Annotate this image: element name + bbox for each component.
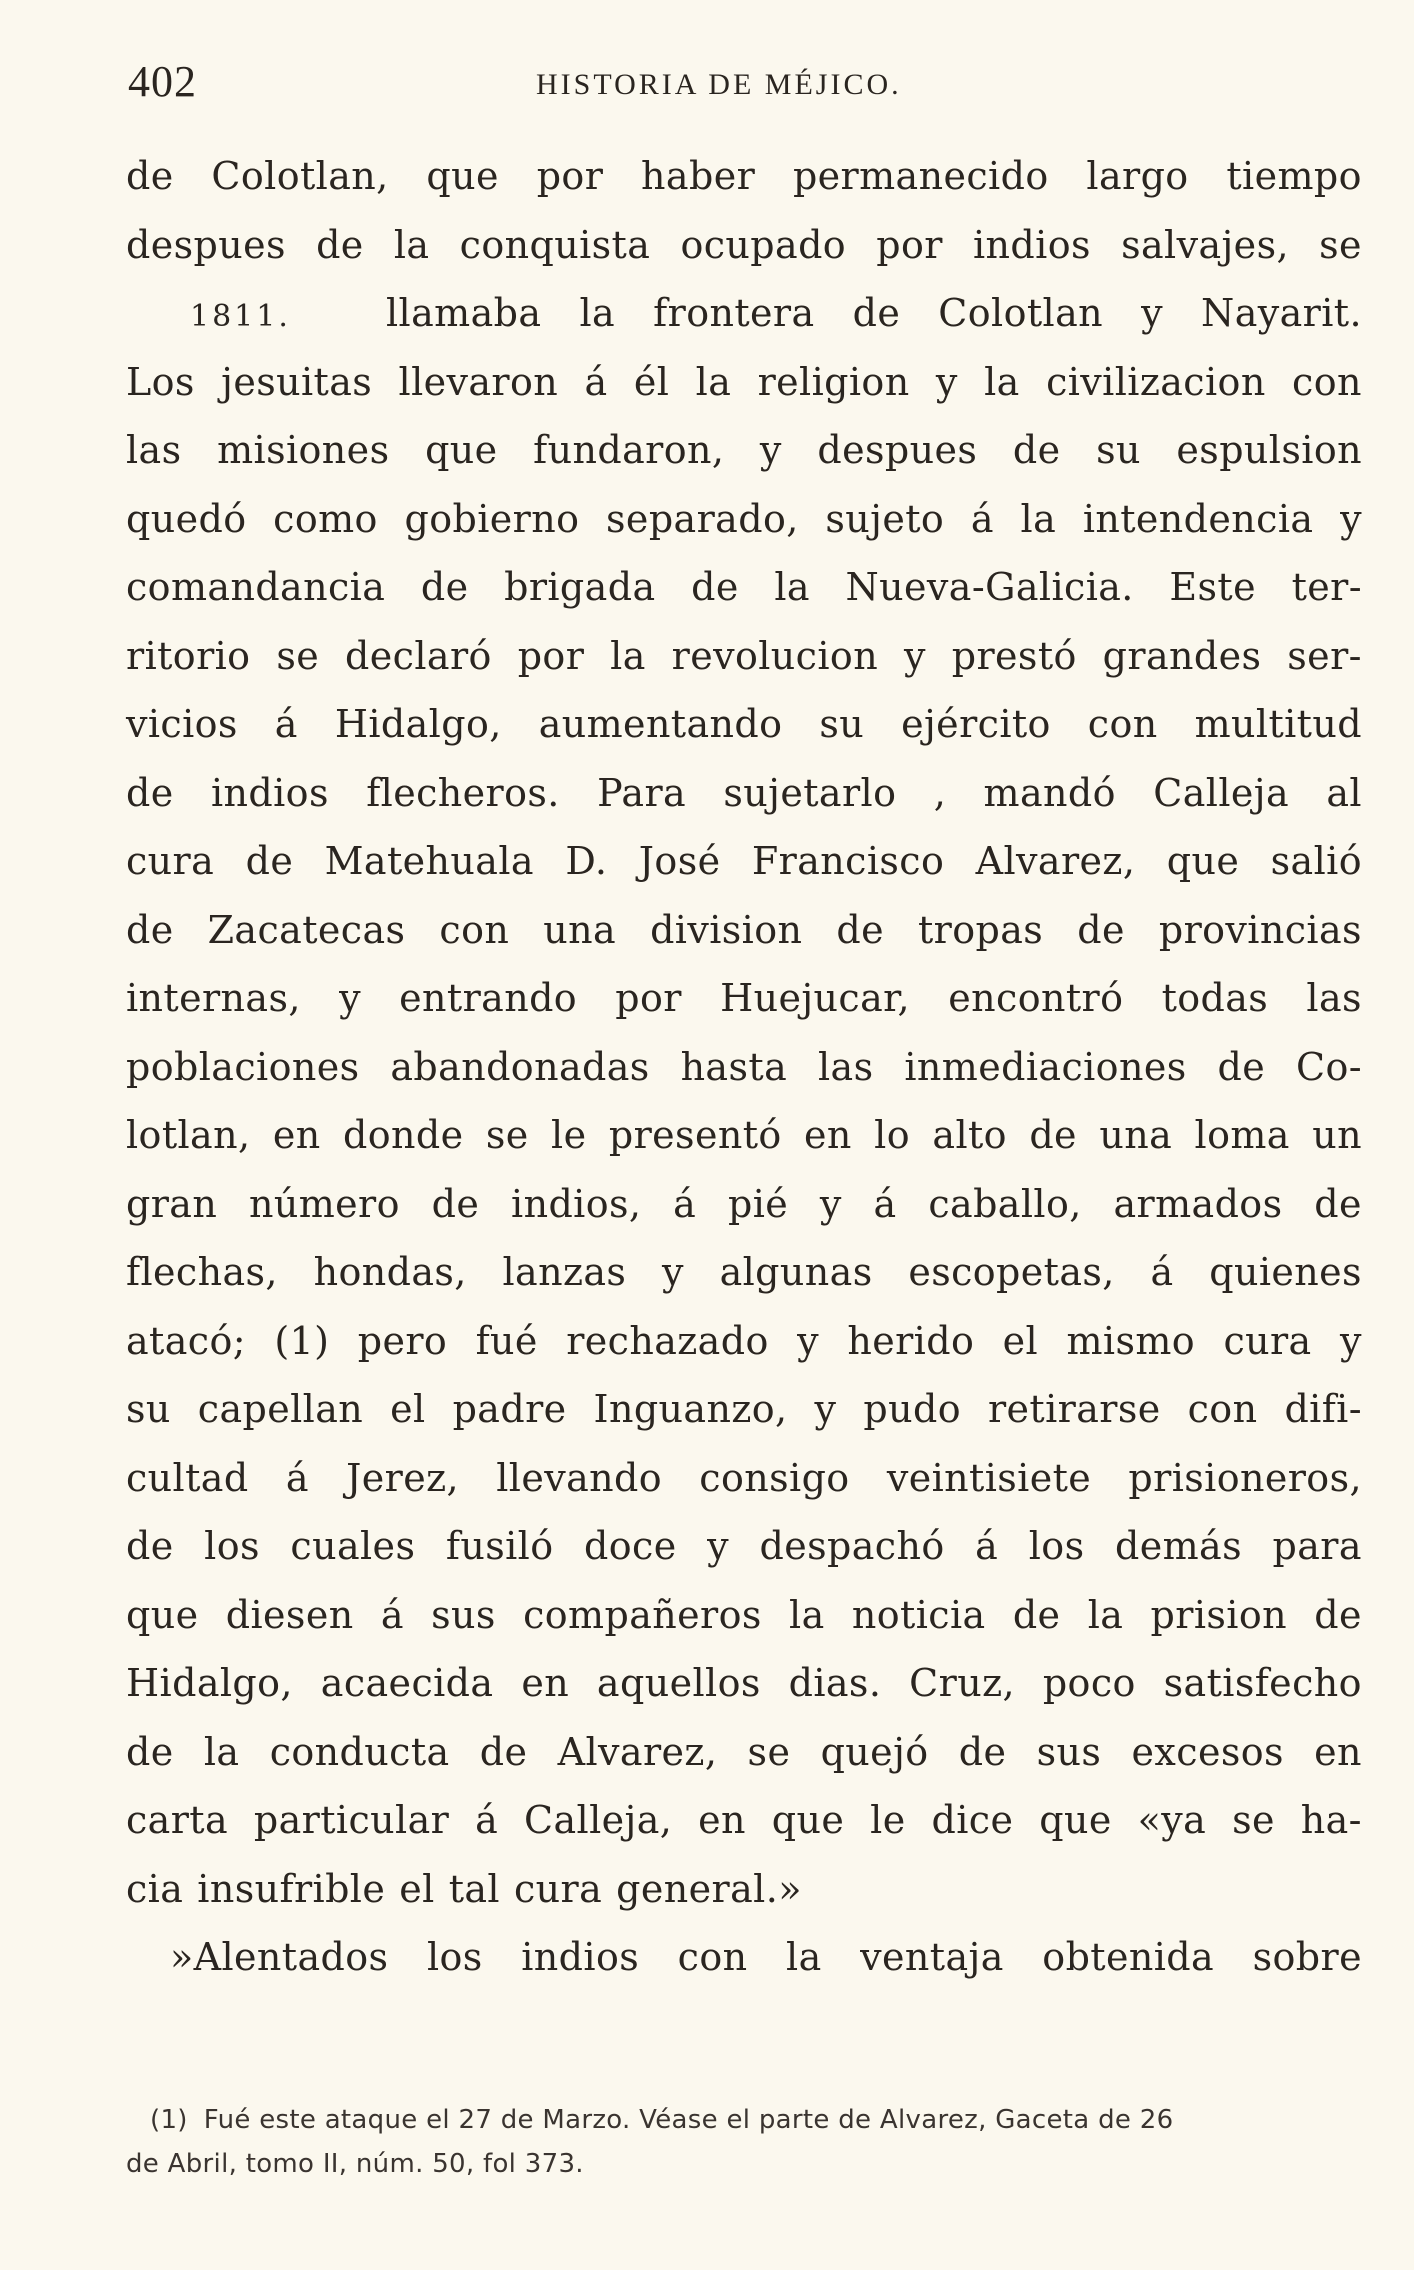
word: tiempo <box>1226 154 1362 198</box>
word: de <box>431 1181 480 1226</box>
word: loma <box>1194 1113 1290 1157</box>
word: de <box>126 1524 174 1568</box>
page-header <box>128 56 1364 112</box>
word: espulsion <box>1176 428 1362 472</box>
word: consigo <box>699 1455 850 1500</box>
footnote-line <box>126 2098 1362 2142</box>
word: las <box>1306 976 1362 1020</box>
text-line <box>126 964 1362 1033</box>
text-line <box>126 896 1362 965</box>
word: conducta <box>269 1729 450 1774</box>
word: gobierno <box>404 496 580 541</box>
word: entrando <box>399 976 578 1020</box>
word: particular <box>253 1798 450 1842</box>
word: permanecido <box>792 154 1049 198</box>
text-line <box>126 279 1362 348</box>
text-line <box>126 622 1362 691</box>
word: ha- <box>1300 1798 1362 1842</box>
word: se <box>485 1113 529 1157</box>
word: para <box>1272 1524 1362 1568</box>
text-line <box>126 142 1362 211</box>
footnote-text: de Abril, tomo II, núm. 50, fol 373. <box>126 2149 584 2179</box>
word: y <box>759 428 782 472</box>
word: sujeto <box>825 496 945 541</box>
word: cura <box>126 839 215 883</box>
word: encontró <box>948 976 1124 1020</box>
word: con <box>439 907 510 952</box>
word: rechazado <box>566 1318 769 1363</box>
word: el <box>390 1387 426 1431</box>
text-line <box>126 348 1362 417</box>
word: frontera <box>653 291 815 335</box>
word: de <box>126 907 174 952</box>
word: salió <box>1270 839 1362 883</box>
word: pero <box>357 1318 448 1363</box>
word: mismo <box>1066 1318 1196 1363</box>
word: que <box>426 154 499 198</box>
word: por <box>517 633 585 678</box>
word: se <box>1232 1798 1275 1842</box>
word: José <box>638 839 721 883</box>
word: quedó <box>126 496 247 541</box>
word: por <box>876 222 943 267</box>
word: de <box>1314 1592 1362 1637</box>
word: la <box>393 222 430 267</box>
word: cia <box>126 1866 184 1911</box>
word: que <box>771 1798 845 1842</box>
word: , <box>933 770 947 815</box>
word: Inguanzo, <box>593 1387 788 1431</box>
word: de <box>958 1729 1007 1774</box>
word: á <box>1150 1250 1174 1294</box>
word: al <box>1326 770 1362 815</box>
word: las <box>817 1044 874 1089</box>
word: presentó <box>608 1113 782 1157</box>
word: aquellos <box>596 1661 761 1705</box>
word: conquista <box>459 222 651 267</box>
word: Colotlan, <box>211 154 389 198</box>
word: de <box>1314 1181 1362 1226</box>
word: compañeros <box>523 1592 762 1637</box>
word: indios <box>210 770 329 815</box>
word: religion <box>757 359 910 404</box>
text-line <box>126 690 1362 759</box>
footnotes <box>126 2098 1362 2186</box>
text-line <box>126 1649 1362 1718</box>
word: indios <box>973 222 1091 267</box>
word: indios, <box>511 1181 642 1226</box>
word: se <box>1319 222 1362 267</box>
word: retirarse <box>987 1387 1161 1431</box>
word: alto <box>932 1113 1007 1157</box>
word: lotlan, <box>126 1113 251 1157</box>
word: el <box>1002 1318 1039 1363</box>
word: caballo, <box>928 1181 1082 1226</box>
text-line <box>126 1581 1362 1650</box>
word: Huejucar, <box>720 976 911 1020</box>
word: Calleja <box>1153 770 1290 815</box>
word: fué <box>475 1318 538 1363</box>
word: excesos <box>1131 1729 1284 1774</box>
text-line <box>126 1718 1362 1787</box>
word: despachó <box>759 1524 945 1568</box>
word: de <box>1217 1044 1266 1089</box>
word: la <box>786 1935 822 1979</box>
word: le <box>870 1798 906 1842</box>
word: la <box>1020 496 1057 541</box>
word: misiones <box>217 428 390 472</box>
text-line <box>126 1238 1362 1307</box>
word: los <box>426 1935 483 1979</box>
word: quienes <box>1209 1250 1362 1294</box>
margin-year: 1811. <box>190 299 291 334</box>
word: llamaba <box>386 291 542 335</box>
word: y <box>903 633 926 678</box>
word: como <box>273 496 378 541</box>
word: Co- <box>1295 1044 1362 1089</box>
word: que <box>425 428 498 472</box>
word: de <box>1012 1592 1061 1637</box>
word: gran <box>126 1181 218 1226</box>
word: en <box>804 1113 852 1157</box>
footnote-marker: (1) <box>150 2105 188 2135</box>
footnote-text: Fué este ataque el 27 de Marzo. Véase el parte de Alvarez, Gaceta de 26 <box>203 2105 1174 2135</box>
text-line <box>126 827 1362 896</box>
word: ter- <box>1291 565 1362 609</box>
word: el <box>399 1866 435 1911</box>
word: doce <box>584 1524 677 1568</box>
word: que <box>1166 839 1240 883</box>
word: Los <box>126 359 195 404</box>
word: ventaja <box>860 1935 1004 1979</box>
word: su <box>1096 428 1141 472</box>
word: revolucion <box>671 633 879 678</box>
text-line <box>126 1375 1362 1444</box>
word: de <box>852 291 901 335</box>
word: le <box>551 1113 587 1157</box>
word: Alvarez, <box>557 1729 718 1774</box>
word: la <box>203 1729 240 1774</box>
word: en <box>272 1113 321 1157</box>
word: despues <box>817 428 978 472</box>
word: civilizacion <box>1046 359 1266 404</box>
word: y <box>1340 1318 1362 1363</box>
word: armados <box>1113 1181 1283 1226</box>
word: á <box>475 1798 499 1842</box>
word: D. <box>565 839 608 883</box>
word: aumentando <box>538 702 783 746</box>
word: (1) <box>274 1318 330 1363</box>
word: demás <box>1114 1524 1242 1568</box>
text-line <box>126 1786 1362 1855</box>
text-line <box>126 1855 1362 1924</box>
word: de <box>479 1729 528 1774</box>
word: á <box>274 702 298 746</box>
word: con <box>1187 1387 1258 1431</box>
word: por <box>536 154 604 198</box>
text-line <box>126 1307 1362 1376</box>
word: se <box>276 633 320 678</box>
word: á <box>975 1524 999 1568</box>
word: de <box>1077 907 1125 952</box>
word: una <box>1099 1113 1173 1157</box>
word: de <box>691 565 739 609</box>
word: prestó <box>951 633 1077 678</box>
word: satisfecho <box>1163 1661 1362 1705</box>
word: fusiló <box>445 1524 554 1568</box>
word: á <box>873 1181 897 1226</box>
text-line <box>126 1170 1362 1239</box>
text-line <box>126 485 1362 554</box>
word: Para <box>597 770 687 815</box>
word: despues <box>126 222 286 267</box>
word: de <box>316 222 364 267</box>
word: hasta <box>680 1044 788 1089</box>
word: indios <box>521 1935 640 1979</box>
word: con <box>1087 702 1158 746</box>
word: de <box>126 1729 174 1774</box>
word: hondas, <box>313 1250 467 1294</box>
word: diesen <box>225 1592 354 1637</box>
word: que <box>126 1592 199 1637</box>
word: de <box>1012 428 1061 472</box>
word: la <box>695 359 732 404</box>
word: internas, <box>126 976 301 1020</box>
word: ritorio <box>126 633 251 678</box>
word: tal <box>448 1866 500 1911</box>
word: su <box>126 1387 171 1431</box>
text-line <box>126 416 1362 485</box>
word: á <box>673 1181 697 1226</box>
word: difi- <box>1284 1387 1362 1431</box>
word: un <box>1312 1113 1362 1157</box>
word: la <box>774 565 810 609</box>
word: Alvarez, <box>975 839 1136 883</box>
word: insufrible <box>197 1866 386 1911</box>
word: capellan <box>197 1387 364 1431</box>
word: escopetas, <box>908 1250 1115 1294</box>
word: llevando <box>496 1455 663 1500</box>
word: la <box>789 1592 825 1637</box>
word: y <box>935 359 958 404</box>
word: comandancia <box>126 565 386 609</box>
word: en <box>698 1798 746 1842</box>
text-line <box>126 1512 1362 1581</box>
word: de <box>836 907 885 952</box>
word: obtenida <box>1042 1935 1215 1979</box>
word: se <box>747 1729 791 1774</box>
word: algunas <box>719 1250 873 1294</box>
word: todas <box>1161 976 1269 1020</box>
word: Calleja, <box>524 1798 673 1842</box>
word: con <box>677 1935 748 1979</box>
word: ocupado <box>680 222 847 267</box>
word: la <box>579 291 616 335</box>
word: inmediaciones <box>904 1044 1187 1089</box>
word: á <box>970 496 994 541</box>
word: su <box>819 702 865 746</box>
word: y <box>1340 496 1362 541</box>
word: él <box>633 359 670 404</box>
word: fundaron, <box>533 428 725 472</box>
word: dias. <box>788 1661 882 1705</box>
word: y <box>819 1181 842 1226</box>
word: con <box>1292 359 1362 404</box>
running-title: HISTORIA DE MÉJICO. <box>536 68 902 101</box>
word: ejército <box>901 702 1051 746</box>
word: »Alentados <box>170 1935 389 1979</box>
word: poblaciones <box>126 1044 360 1089</box>
text-line <box>126 1923 1362 1992</box>
word: Matehuala <box>324 839 534 883</box>
word: Colotlan <box>938 291 1104 335</box>
word: sobre <box>1252 1935 1362 1979</box>
word: cultad <box>126 1455 249 1500</box>
word: salvajes, <box>1121 222 1289 267</box>
word: quejó <box>820 1729 929 1774</box>
word: sus <box>431 1592 496 1637</box>
word: Cruz, <box>909 1661 1015 1705</box>
word: cura <box>1223 1318 1312 1363</box>
word: herido <box>847 1318 975 1363</box>
word: Nayarit. <box>1201 291 1362 335</box>
text-line-rest <box>386 279 1362 348</box>
word: Nueva-Galicia. <box>845 565 1134 609</box>
word: abandonadas <box>390 1044 650 1089</box>
word: vicios <box>126 702 238 746</box>
word: número <box>248 1181 400 1226</box>
word: Jerez, <box>346 1455 459 1500</box>
word: y <box>814 1387 837 1431</box>
word: tropas <box>918 907 1044 952</box>
word: padre <box>452 1387 567 1431</box>
word: la <box>984 359 1020 404</box>
word: de <box>126 770 174 815</box>
word: prision <box>1150 1592 1287 1637</box>
text-line <box>126 553 1362 622</box>
word: brigada <box>504 565 656 609</box>
word: la <box>1087 1592 1124 1637</box>
word: á <box>285 1455 309 1500</box>
word: noticia <box>851 1592 986 1637</box>
text-line <box>126 1101 1362 1170</box>
word: sujetarlo <box>723 770 897 815</box>
word: dice <box>931 1798 1014 1842</box>
word: de <box>126 154 174 198</box>
word: acaecida <box>320 1661 494 1705</box>
word: una <box>543 907 617 952</box>
word: cuales <box>290 1524 416 1568</box>
word: flechas, <box>126 1250 278 1294</box>
word: Este <box>1169 565 1256 609</box>
word: pié <box>727 1181 789 1226</box>
word: haber <box>641 154 756 198</box>
word: poco <box>1042 1661 1136 1705</box>
text-line <box>126 1444 1362 1513</box>
footnote-line <box>126 2142 1362 2186</box>
word: «ya <box>1137 1798 1207 1842</box>
word: pudo <box>863 1387 961 1431</box>
word: los <box>204 1524 260 1568</box>
word: prisioneros, <box>1128 1455 1362 1500</box>
word: ser- <box>1287 633 1362 678</box>
word: cura <box>513 1866 603 1911</box>
word: Francisco <box>751 839 945 883</box>
word: separado, <box>606 496 799 541</box>
word: Hidalgo, <box>126 1661 293 1705</box>
word: la <box>610 633 646 678</box>
word: que <box>1039 1798 1112 1842</box>
word: en <box>521 1661 570 1705</box>
word: las <box>126 428 182 472</box>
word: por <box>615 976 682 1020</box>
word: y <box>339 976 361 1020</box>
word: de <box>1029 1113 1077 1157</box>
word: en <box>1314 1729 1362 1774</box>
word: multitud <box>1194 702 1362 746</box>
text-line <box>126 211 1362 280</box>
word: division <box>650 907 803 952</box>
word: y <box>707 1524 729 1568</box>
word: donde <box>342 1113 464 1157</box>
word: grandes <box>1102 633 1262 678</box>
word: lo <box>874 1113 911 1157</box>
word: los <box>1028 1524 1085 1568</box>
text-line <box>126 759 1362 828</box>
word: y <box>1141 291 1163 335</box>
word: sus <box>1036 1729 1102 1774</box>
word: provincias <box>1158 907 1362 952</box>
word: á <box>380 1592 404 1637</box>
word: mandó <box>983 770 1116 815</box>
word: declaró <box>345 633 492 678</box>
word: carta <box>126 1798 229 1842</box>
word: lanzas <box>502 1250 627 1294</box>
word: atacó; <box>126 1318 246 1363</box>
word: intendencia <box>1082 496 1314 541</box>
page-number: 402 <box>128 57 197 106</box>
word: á <box>584 359 608 404</box>
word: Zacatecas <box>207 907 406 952</box>
word: general.» <box>616 1866 802 1911</box>
word: jesuitas <box>221 359 373 404</box>
word: veintisiete <box>886 1455 1092 1500</box>
word: flecheros. <box>366 770 560 815</box>
word: de <box>245 839 294 883</box>
word: de <box>420 565 469 609</box>
word: llevaron <box>398 359 559 404</box>
word: Hidalgo, <box>334 702 502 746</box>
word: largo <box>1086 154 1189 198</box>
body-text <box>126 142 1362 1992</box>
text-line <box>126 1033 1362 1102</box>
word: y <box>797 1318 819 1363</box>
word: y <box>662 1250 684 1294</box>
